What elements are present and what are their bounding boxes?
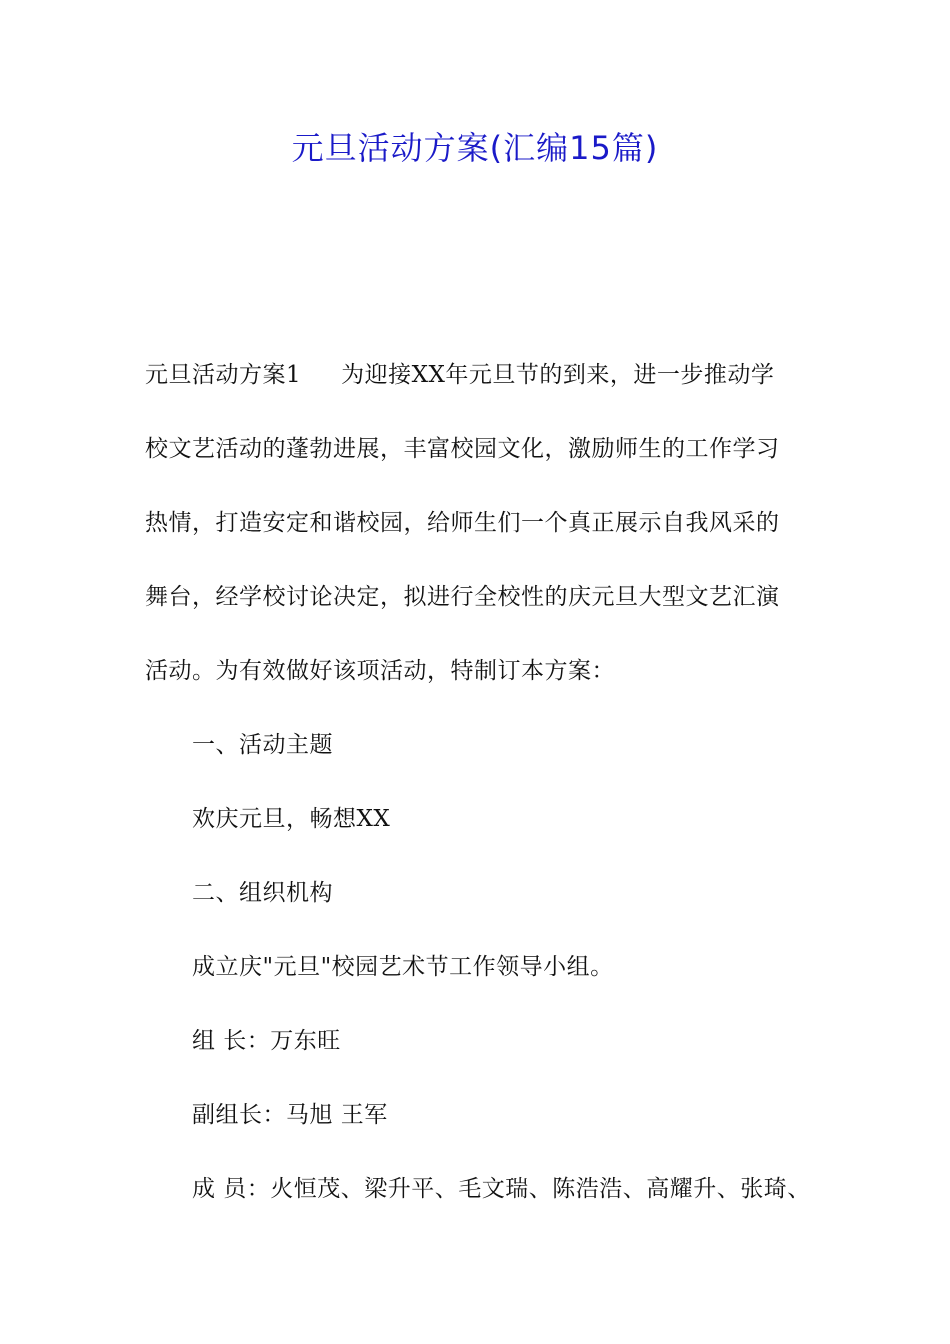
theme-text: 欢庆元旦，畅想XX — [192, 806, 391, 832]
paragraph-line: 活动。为有效做好该项活动，特制订本方案： — [145, 658, 615, 684]
deputy-leader-line: 副组长：马旭 王军 — [192, 1102, 388, 1128]
document-body — [145, 338, 810, 1226]
section-heading-organization: 二、组织机构 — [192, 880, 333, 906]
members-line: 成 员：火恒茂、梁升平、毛文瑞、陈浩浩、高耀升、张琦、 — [192, 1176, 811, 1202]
organization-text: 成立庆"元旦"校园艺术节工作领导小组。 — [192, 954, 614, 980]
section-heading-theme: 一、活动主题 — [192, 732, 333, 758]
plan-label: 元旦活动方案1 — [145, 362, 302, 388]
paragraph-line: 为迎接XX年元旦节的到来，进一步推动学 — [341, 362, 775, 388]
document-title: 元旦活动方案(汇编15篇) — [291, 129, 659, 167]
paragraph-line: 热情，打造安定和谐校园，给师生们一个真正展示自我风采的 — [145, 510, 780, 536]
paragraph-line: 舞台，经学校讨论决定，拟进行全校性的庆元旦大型文艺汇演 — [145, 584, 780, 610]
leader-line: 组 长：万东旺 — [192, 1028, 341, 1054]
intro-first-line — [145, 338, 810, 412]
paragraph-line: 校文艺活动的蓬勃进展，丰富校园文化，激励师生的工作学习 — [145, 436, 780, 462]
